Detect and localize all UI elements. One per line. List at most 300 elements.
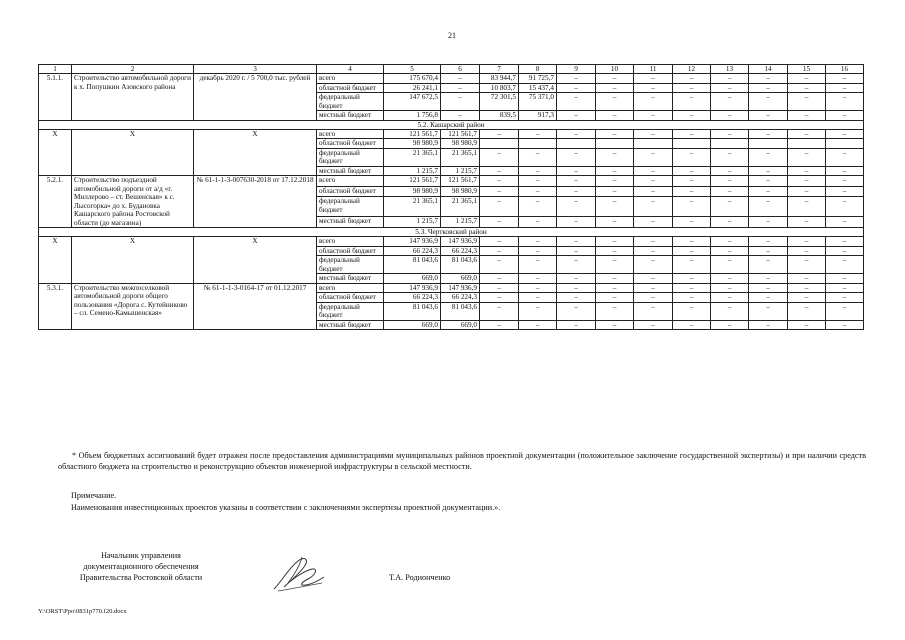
amount-cell: – bbox=[557, 256, 596, 274]
amount-cell: 21 365,1 bbox=[441, 197, 480, 217]
amount-cell: 98 980,9 bbox=[384, 186, 441, 197]
project-name: X bbox=[72, 237, 194, 284]
amount-cell bbox=[826, 139, 864, 149]
amount-cell: – bbox=[749, 274, 788, 284]
amount-cell: 175 670,4 bbox=[384, 74, 441, 84]
amount-cell: – bbox=[519, 274, 557, 284]
amount-cell: – bbox=[826, 293, 864, 303]
amount-cell: – bbox=[673, 74, 711, 84]
column-header: 16 bbox=[826, 65, 864, 74]
amount-cell: – bbox=[557, 93, 596, 111]
amount-cell: – bbox=[557, 283, 596, 293]
amount-cell: – bbox=[673, 293, 711, 303]
amount-cell: – bbox=[596, 217, 634, 228]
amount-cell: – bbox=[673, 274, 711, 284]
project-name: X bbox=[72, 129, 194, 176]
amount-cell: – bbox=[634, 197, 673, 217]
budget-source-label: местный бюджет bbox=[317, 320, 384, 330]
amount-cell: – bbox=[711, 197, 749, 217]
amount-cell: – bbox=[634, 166, 673, 176]
amount-cell: – bbox=[749, 111, 788, 121]
amount-cell bbox=[711, 139, 749, 149]
amount-cell: – bbox=[826, 74, 864, 84]
amount-cell: – bbox=[673, 186, 711, 197]
amount-cell bbox=[788, 139, 826, 149]
column-header: 4 bbox=[317, 65, 384, 74]
row-code: 5.1.1. bbox=[39, 74, 72, 121]
amount-cell: – bbox=[749, 237, 788, 247]
amount-cell: – bbox=[519, 186, 557, 197]
amount-cell: 147 672,5 bbox=[384, 93, 441, 111]
amount-cell: – bbox=[711, 129, 749, 139]
amount-cell: – bbox=[788, 148, 826, 166]
amount-cell: – bbox=[826, 256, 864, 274]
amount-cell: 91 725,7 bbox=[519, 74, 557, 84]
amount-cell: – bbox=[749, 166, 788, 176]
note-title: Примечание. bbox=[71, 491, 117, 500]
expertise-document: X bbox=[194, 129, 317, 176]
amount-cell: – bbox=[441, 93, 480, 111]
amount-cell bbox=[634, 139, 673, 149]
amount-cell: 1 215,7 bbox=[441, 166, 480, 176]
amount-cell: – bbox=[519, 237, 557, 247]
amount-cell: – bbox=[788, 166, 826, 176]
table-row bbox=[39, 74, 864, 84]
budget-table bbox=[38, 64, 864, 330]
amount-cell: – bbox=[634, 274, 673, 284]
amount-cell: – bbox=[749, 302, 788, 320]
amount-cell: – bbox=[480, 129, 519, 139]
amount-cell: – bbox=[826, 246, 864, 256]
footnote: * Объем бюджетных ассигнований будет отражен после предоставления администрациями муниципальных районов проектной документации (положительное заключение государственной экспертизы) и при наличии средств областного бюджета на строительство и реконструкцию объектов инженерной инфраструктуры в сельской местности. bbox=[58, 451, 866, 471]
amount-cell: – bbox=[634, 246, 673, 256]
amount-cell: 21 365,1 bbox=[384, 197, 441, 217]
amount-cell: – bbox=[634, 186, 673, 197]
expertise-document: декабрь 2020 г. / 5 700,0 тыс. рублей bbox=[194, 74, 317, 121]
section-row bbox=[39, 120, 864, 129]
amount-cell: – bbox=[673, 217, 711, 228]
amount-cell: – bbox=[634, 83, 673, 93]
page-number: 21 bbox=[448, 31, 456, 40]
amount-cell: – bbox=[519, 283, 557, 293]
budget-source-label: федеральный бюджет bbox=[317, 148, 384, 166]
amount-cell: – bbox=[634, 129, 673, 139]
amount-cell: – bbox=[480, 148, 519, 166]
amount-cell: 81 043,6 bbox=[441, 256, 480, 274]
amount-cell: – bbox=[826, 83, 864, 93]
amount-cell: – bbox=[557, 111, 596, 121]
amount-cell: 147 936,9 bbox=[384, 283, 441, 293]
amount-cell: – bbox=[596, 93, 634, 111]
amount-cell: – bbox=[788, 74, 826, 84]
signatory-position-line: Правительства Ростовской области bbox=[79, 573, 203, 582]
amount-cell: 1 215,7 bbox=[441, 217, 480, 228]
amount-cell: – bbox=[519, 320, 557, 330]
note-text: Наименования инвестиционных проектов указаны в соответствии с заключениями экспертизы проектной документации.». bbox=[71, 503, 501, 512]
amount-cell: – bbox=[749, 197, 788, 217]
budget-source-label: федеральный бюджет bbox=[317, 256, 384, 274]
budget-source-label: федеральный бюджет bbox=[317, 302, 384, 320]
amount-cell bbox=[596, 139, 634, 149]
amount-cell: 147 936,9 bbox=[384, 237, 441, 247]
amount-cell: – bbox=[711, 320, 749, 330]
amount-cell: 121 561,7 bbox=[441, 176, 480, 187]
amount-cell: – bbox=[596, 320, 634, 330]
amount-cell: 66 224,3 bbox=[384, 293, 441, 303]
amount-cell: – bbox=[557, 129, 596, 139]
signatory-name: Т.А. Родионченко bbox=[389, 573, 451, 582]
amount-cell: 81 043,6 bbox=[441, 302, 480, 320]
amount-cell: – bbox=[711, 274, 749, 284]
amount-cell: – bbox=[596, 129, 634, 139]
column-header: 14 bbox=[749, 65, 788, 74]
amount-cell: – bbox=[480, 176, 519, 187]
amount-cell: – bbox=[634, 74, 673, 84]
budget-source-label: всего bbox=[317, 129, 384, 139]
amount-cell: 21 365,1 bbox=[384, 148, 441, 166]
column-header: 12 bbox=[673, 65, 711, 74]
column-header: 6 bbox=[441, 65, 480, 74]
amount-cell: – bbox=[788, 274, 826, 284]
amount-cell bbox=[557, 139, 596, 149]
amount-cell: – bbox=[596, 166, 634, 176]
amount-cell: 1 215,7 bbox=[384, 217, 441, 228]
amount-cell: – bbox=[441, 111, 480, 121]
amount-cell: – bbox=[557, 302, 596, 320]
budget-source-label: местный бюджет bbox=[317, 111, 384, 121]
signatory-position bbox=[46, 550, 236, 583]
budget-source-label: местный бюджет bbox=[317, 166, 384, 176]
amount-cell: – bbox=[480, 320, 519, 330]
amount-cell: 81 043,6 bbox=[384, 256, 441, 274]
amount-cell: – bbox=[673, 111, 711, 121]
row-code: X bbox=[39, 129, 72, 176]
amount-cell: – bbox=[788, 283, 826, 293]
amount-cell: – bbox=[480, 274, 519, 284]
amount-cell: – bbox=[826, 217, 864, 228]
amount-cell: – bbox=[749, 148, 788, 166]
amount-cell: – bbox=[826, 302, 864, 320]
amount-cell: – bbox=[519, 197, 557, 217]
amount-cell: 1 215,7 bbox=[384, 166, 441, 176]
amount-cell: – bbox=[788, 186, 826, 197]
amount-cell: – bbox=[596, 197, 634, 217]
amount-cell: 75 371,0 bbox=[519, 93, 557, 111]
amount-cell: – bbox=[826, 93, 864, 111]
amount-cell: – bbox=[673, 283, 711, 293]
amount-cell: – bbox=[749, 320, 788, 330]
amount-cell: – bbox=[557, 148, 596, 166]
amount-cell: 669,0 bbox=[441, 320, 480, 330]
amount-cell: – bbox=[596, 148, 634, 166]
amount-cell bbox=[749, 139, 788, 149]
column-header: 10 bbox=[596, 65, 634, 74]
amount-cell: – bbox=[711, 217, 749, 228]
table-row bbox=[39, 129, 864, 139]
amount-cell: – bbox=[673, 176, 711, 187]
amount-cell: – bbox=[788, 246, 826, 256]
amount-cell: – bbox=[480, 186, 519, 197]
amount-cell: – bbox=[711, 83, 749, 93]
amount-cell bbox=[480, 139, 519, 149]
amount-cell: – bbox=[711, 111, 749, 121]
amount-cell: – bbox=[480, 246, 519, 256]
amount-cell: 669,0 bbox=[441, 274, 480, 284]
amount-cell: – bbox=[673, 93, 711, 111]
amount-cell: – bbox=[749, 283, 788, 293]
amount-cell: – bbox=[826, 186, 864, 197]
amount-cell: – bbox=[519, 293, 557, 303]
amount-cell: – bbox=[519, 246, 557, 256]
amount-cell: – bbox=[596, 111, 634, 121]
amount-cell: – bbox=[519, 217, 557, 228]
amount-cell: – bbox=[596, 256, 634, 274]
amount-cell: – bbox=[596, 74, 634, 84]
amount-cell: – bbox=[788, 293, 826, 303]
amount-cell: – bbox=[634, 148, 673, 166]
column-header: 8 bbox=[519, 65, 557, 74]
section-title: 5.3. Чертковский район bbox=[39, 228, 864, 237]
row-code: 5.3.1. bbox=[39, 283, 72, 330]
amount-cell: – bbox=[749, 186, 788, 197]
amount-cell: – bbox=[673, 237, 711, 247]
amount-cell: 66 224,3 bbox=[441, 246, 480, 256]
amount-cell: – bbox=[826, 320, 864, 330]
amount-cell: 15 437,4 bbox=[519, 83, 557, 93]
amount-cell: – bbox=[711, 166, 749, 176]
amount-cell: 66 224,3 bbox=[441, 293, 480, 303]
column-header: 5 bbox=[384, 65, 441, 74]
amount-cell: – bbox=[826, 166, 864, 176]
amount-cell: – bbox=[788, 302, 826, 320]
amount-cell: – bbox=[673, 320, 711, 330]
amount-cell: – bbox=[634, 237, 673, 247]
amount-cell: – bbox=[557, 197, 596, 217]
amount-cell: – bbox=[557, 237, 596, 247]
table-row bbox=[39, 283, 864, 293]
amount-cell: – bbox=[557, 246, 596, 256]
amount-cell: – bbox=[788, 176, 826, 187]
amount-cell: – bbox=[788, 320, 826, 330]
amount-cell: – bbox=[634, 111, 673, 121]
amount-cell: – bbox=[711, 256, 749, 274]
amount-cell: – bbox=[596, 186, 634, 197]
amount-cell: – bbox=[749, 293, 788, 303]
section-row bbox=[39, 228, 864, 237]
budget-source-label: всего bbox=[317, 74, 384, 84]
amount-cell: – bbox=[596, 83, 634, 93]
amount-cell: – bbox=[673, 256, 711, 274]
amount-cell: 121 561,7 bbox=[384, 176, 441, 187]
amount-cell: – bbox=[557, 83, 596, 93]
amount-cell: – bbox=[673, 83, 711, 93]
amount-cell: – bbox=[749, 83, 788, 93]
amount-cell: – bbox=[634, 217, 673, 228]
column-header: 9 bbox=[557, 65, 596, 74]
amount-cell: 669,0 bbox=[384, 320, 441, 330]
amount-cell: – bbox=[749, 74, 788, 84]
amount-cell: 21 365,1 bbox=[441, 148, 480, 166]
amount-cell: 121 561,7 bbox=[384, 129, 441, 139]
amount-cell: – bbox=[711, 176, 749, 187]
amount-cell: 98 980,9 bbox=[441, 139, 480, 149]
amount-cell: – bbox=[557, 320, 596, 330]
amount-cell: – bbox=[711, 246, 749, 256]
amount-cell: – bbox=[634, 256, 673, 274]
amount-cell: 98 980,9 bbox=[384, 139, 441, 149]
amount-cell: – bbox=[480, 293, 519, 303]
amount-cell: – bbox=[519, 256, 557, 274]
amount-cell: – bbox=[673, 129, 711, 139]
amount-cell: – bbox=[711, 186, 749, 197]
amount-cell: – bbox=[749, 256, 788, 274]
budget-source-label: всего bbox=[317, 237, 384, 247]
amount-cell: – bbox=[788, 83, 826, 93]
amount-cell: 81 043,6 bbox=[384, 302, 441, 320]
budget-source-label: областной бюджет bbox=[317, 293, 384, 303]
amount-cell: – bbox=[596, 246, 634, 256]
table-row bbox=[39, 237, 864, 247]
amount-cell: – bbox=[826, 283, 864, 293]
expertise-document: № 61-1-1-3-007630-2018 от 17.12.2018 bbox=[194, 176, 317, 228]
amount-cell: – bbox=[634, 293, 673, 303]
amount-cell: – bbox=[596, 302, 634, 320]
amount-cell: – bbox=[826, 237, 864, 247]
amount-cell: – bbox=[673, 302, 711, 320]
handwritten-signature bbox=[268, 553, 326, 595]
column-header: 2 bbox=[72, 65, 194, 74]
amount-cell: – bbox=[596, 283, 634, 293]
amount-cell: – bbox=[557, 274, 596, 284]
amount-cell: – bbox=[480, 283, 519, 293]
budget-source-label: областной бюджет bbox=[317, 246, 384, 256]
amount-cell: – bbox=[788, 197, 826, 217]
amount-cell: – bbox=[788, 217, 826, 228]
amount-cell: – bbox=[711, 293, 749, 303]
amount-cell: – bbox=[480, 302, 519, 320]
amount-cell: 72 301,5 bbox=[480, 93, 519, 111]
amount-cell: – bbox=[673, 246, 711, 256]
amount-cell: – bbox=[519, 166, 557, 176]
budget-source-label: всего bbox=[317, 176, 384, 187]
amount-cell: – bbox=[673, 197, 711, 217]
amount-cell: 121 561,7 bbox=[441, 129, 480, 139]
amount-cell: – bbox=[826, 176, 864, 187]
amount-cell: – bbox=[634, 302, 673, 320]
amount-cell: – bbox=[673, 166, 711, 176]
amount-cell: 83 944,7 bbox=[480, 74, 519, 84]
amount-cell: – bbox=[673, 148, 711, 166]
budget-source-label: местный бюджет bbox=[317, 217, 384, 228]
column-header: 11 bbox=[634, 65, 673, 74]
column-header: 15 bbox=[788, 65, 826, 74]
amount-cell: – bbox=[557, 176, 596, 187]
amount-cell: – bbox=[749, 176, 788, 187]
amount-cell: – bbox=[596, 293, 634, 303]
amount-cell: – bbox=[634, 93, 673, 111]
amount-cell: – bbox=[711, 74, 749, 84]
file-path: Y:\ORST\Ppo\0831p770.f20.docx bbox=[38, 608, 127, 615]
project-name: Строительство подъездной автомобильной дороги от а/д «г. Миллерово – ст. Вешенская» к с. Лысогорка» до х. Будановка Кашарского района Ростовской области (до магазина) bbox=[72, 176, 194, 228]
amount-cell: – bbox=[826, 197, 864, 217]
amount-cell: – bbox=[557, 186, 596, 197]
amount-cell: 1 756,8 bbox=[384, 111, 441, 121]
amount-cell: – bbox=[519, 129, 557, 139]
column-header: 1 bbox=[39, 65, 72, 74]
column-header: 3 bbox=[194, 65, 317, 74]
amount-cell: – bbox=[557, 166, 596, 176]
expertise-document: X bbox=[194, 237, 317, 284]
amount-cell: – bbox=[480, 256, 519, 274]
budget-source-label: областной бюджет bbox=[317, 139, 384, 149]
budget-source-label: всего bbox=[317, 283, 384, 293]
amount-cell: 98 980,9 bbox=[441, 186, 480, 197]
amount-cell: – bbox=[596, 237, 634, 247]
amount-cell: – bbox=[749, 217, 788, 228]
amount-cell: – bbox=[711, 93, 749, 111]
row-code: 5.2.1. bbox=[39, 176, 72, 228]
amount-cell: – bbox=[480, 237, 519, 247]
signatory-position-line: документационного обеспечения bbox=[83, 562, 199, 571]
amount-cell: – bbox=[480, 166, 519, 176]
budget-source-label: областной бюджет bbox=[317, 83, 384, 93]
amount-cell: – bbox=[596, 274, 634, 284]
amount-cell: – bbox=[596, 176, 634, 187]
amount-cell: – bbox=[519, 148, 557, 166]
amount-cell: – bbox=[634, 320, 673, 330]
amount-cell: – bbox=[788, 129, 826, 139]
table-row bbox=[39, 176, 864, 187]
signatory-position-line: Начальник управления bbox=[101, 551, 181, 560]
amount-cell: – bbox=[634, 176, 673, 187]
section-title: 5.2. Кашарский район bbox=[39, 120, 864, 129]
budget-source-label: федеральный бюджет bbox=[317, 197, 384, 217]
amount-cell: – bbox=[788, 237, 826, 247]
amount-cell: – bbox=[441, 83, 480, 93]
amount-cell: – bbox=[480, 197, 519, 217]
amount-cell: – bbox=[557, 293, 596, 303]
amount-cell: – bbox=[519, 302, 557, 320]
amount-cell: 66 224,3 bbox=[384, 246, 441, 256]
amount-cell: – bbox=[557, 217, 596, 228]
amount-cell: – bbox=[749, 246, 788, 256]
amount-cell: – bbox=[826, 148, 864, 166]
amount-cell: – bbox=[826, 111, 864, 121]
amount-cell: – bbox=[749, 129, 788, 139]
amount-cell: – bbox=[788, 93, 826, 111]
budget-source-label: федеральный бюджет bbox=[317, 93, 384, 111]
row-code: X bbox=[39, 237, 72, 284]
project-name: Строительство автомобильной дороги к х. Попушкин Азовского района bbox=[72, 74, 194, 121]
amount-cell: 10 803,7 bbox=[480, 83, 519, 93]
amount-cell: – bbox=[788, 111, 826, 121]
amount-cell: – bbox=[441, 74, 480, 84]
amount-cell: 26 241,1 bbox=[384, 83, 441, 93]
amount-cell: – bbox=[711, 302, 749, 320]
amount-cell: – bbox=[480, 217, 519, 228]
header-row bbox=[39, 65, 864, 74]
column-header: 13 bbox=[711, 65, 749, 74]
amount-cell: – bbox=[826, 129, 864, 139]
budget-source-label: местный бюджет bbox=[317, 274, 384, 284]
amount-cell: – bbox=[711, 283, 749, 293]
amount-cell bbox=[673, 139, 711, 149]
amount-cell: 147 936,9 bbox=[441, 283, 480, 293]
amount-cell: – bbox=[711, 237, 749, 247]
amount-cell: – bbox=[826, 274, 864, 284]
amount-cell: – bbox=[711, 148, 749, 166]
column-header: 7 bbox=[480, 65, 519, 74]
